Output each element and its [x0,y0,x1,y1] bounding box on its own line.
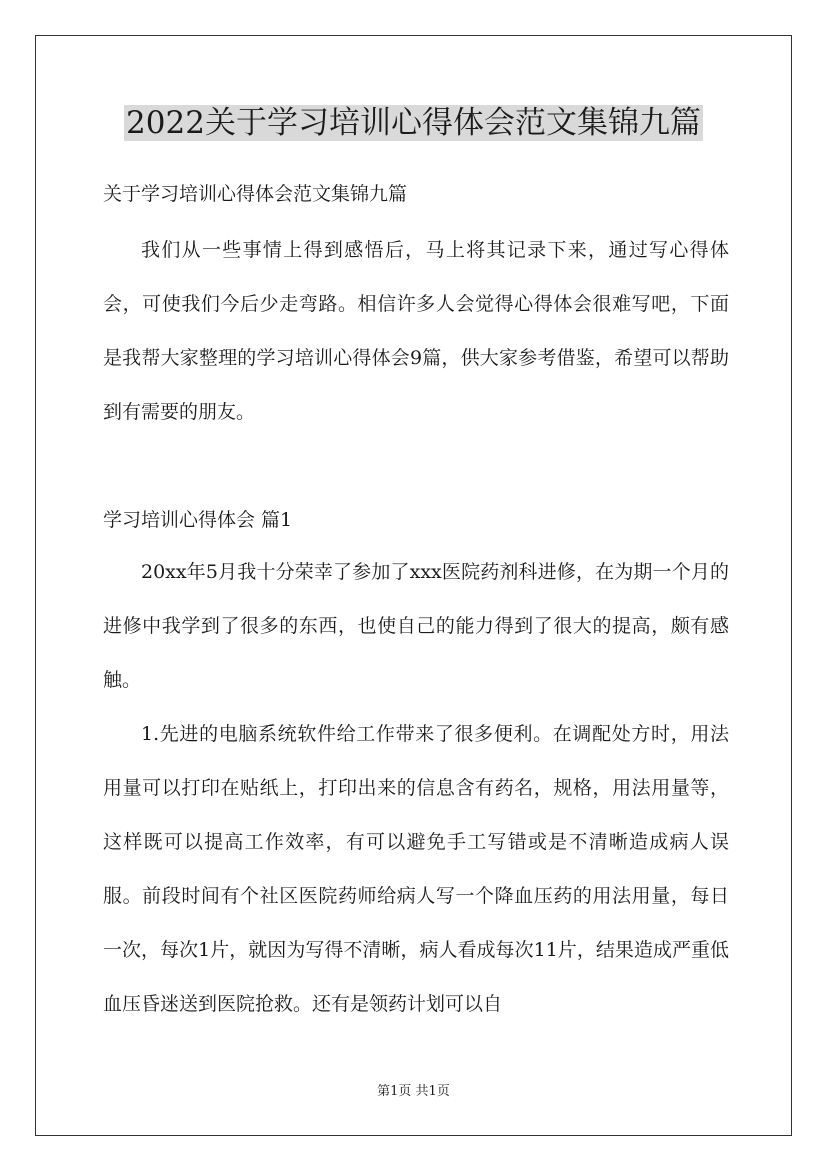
document-subtitle: 关于学习培训心得体会范文集锦九篇 [103,183,408,205]
body-paragraph-1: 20xx年5月我十分荣幸了参加了xxx医院药剂科进修，在为期一个月的进修中我学到了很多的东西，也使自己的能力得到了很大的提高，颇有感触。 [103,561,729,691]
intro-paragraph: 我们从一些事情上得到感悟后，马上将其记录下来，通过写心得体会，可使我们今后少走弯路。相信许多人会觉得心得体会很难写吧，下面是我帮大家整理的学习培训心得体会9篇，供大家参考借鉴，希望可以帮助到有需要的朋友。 [103,239,729,423]
document-title-text: 2022关于学习培训心得体会范文集锦九篇 [126,105,701,141]
body-paragraph-2: 1.先进的电脑系统软件给工作带来了很多便利。在调配处方时，用法用量可以打印在贴纸上，打印出来的信息含有药名，规格，用法用量等，这样既可以提高工作效率，有可以避免手工写错或是不清晰造成病人误服。前段时间有个社区医院药师给病人写一个降血压药的用法用量，每日一次，每次1片，就因为写得不清晰，病人看成每次11片，结果造成严重低血压昏迷送到医院抢救。还有是领药计划可以自 [103,723,729,1015]
document-title [0,103,827,143]
page-footer: 第1页 共1页 [377,1084,450,1099]
section-heading: 学习培训心得体会 篇1 [103,509,293,531]
